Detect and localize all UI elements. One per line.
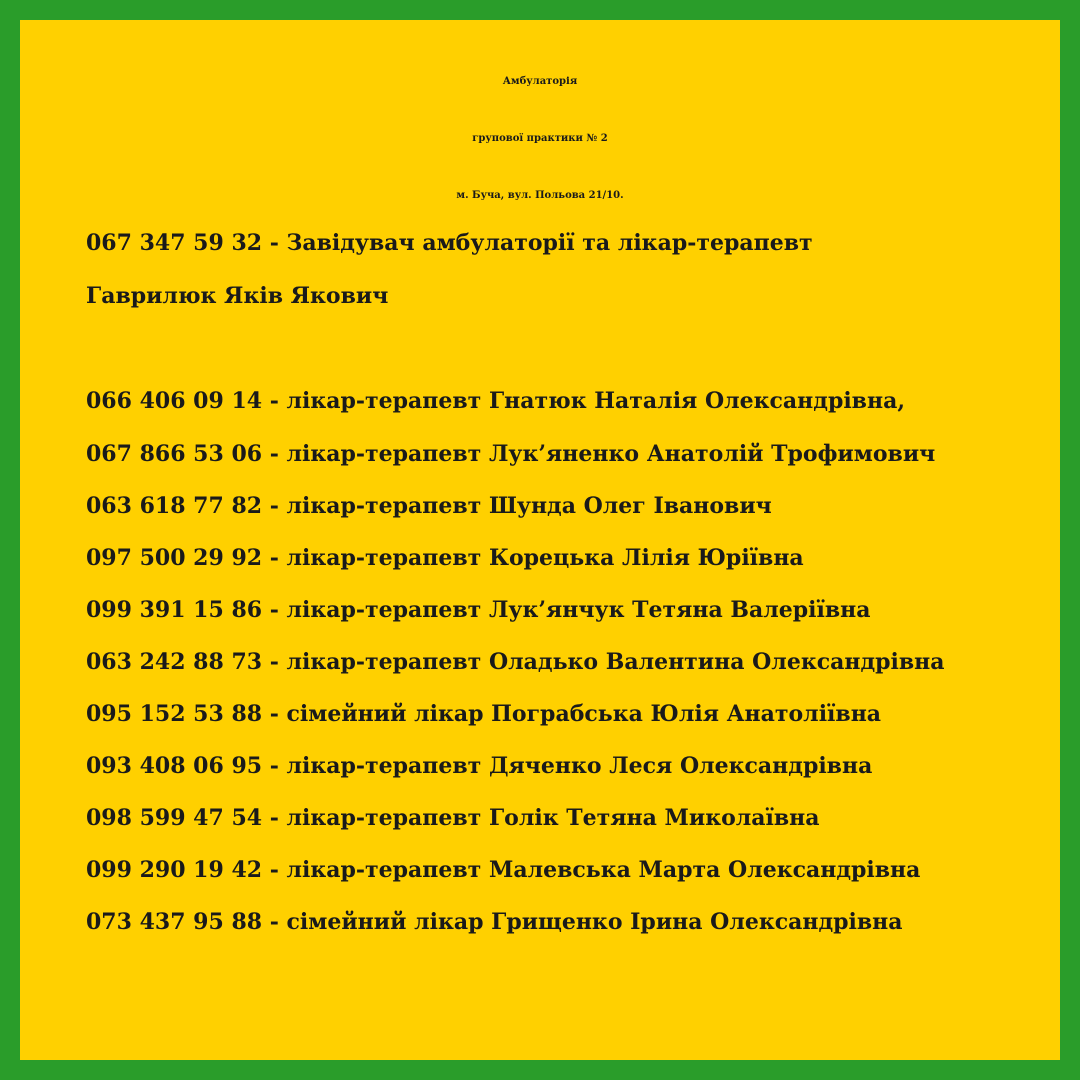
- head-contact-name-line: Гаврилюк Яків Якович: [86, 283, 389, 309]
- contact-line: 066 406 09 14 - лікар-терапевт Гнатюк Наталія Олександрівна,: [86, 388, 905, 414]
- contact-line: 099 290 19 42 - лікар-терапевт Малевська Марта Олександрівна: [86, 857, 921, 883]
- title-line-1: Амбулаторія: [502, 76, 578, 87]
- contact-line: 097 500 29 92 - лікар-терапевт Корецька Лілія Юріївна: [86, 545, 804, 571]
- contact-line: 063 618 77 82 - лікар-терапевт Шунда Олег Іванович: [86, 493, 772, 519]
- contact-line: 093 408 06 95 - лікар-терапевт Дяченко Леся Олександрівна: [86, 753, 873, 779]
- title-line-2: групової практики № 2: [472, 133, 608, 144]
- contact-line: 067 866 53 06 - лікар-терапевт Лук’яненко Анатолій Трофимович: [86, 441, 936, 467]
- contact-line: 063 242 88 73 - лікар-терапевт Оладько Валентина Олександрівна: [86, 649, 945, 675]
- contact-line: 073 437 95 88 - сімейний лікар Грищенко Ірина Олександрівна: [86, 909, 903, 935]
- title-line-3: м. Буча, вул. Польова 21/10.: [456, 190, 624, 201]
- contact-line: 098 599 47 54 - лікар-терапевт Голік Тетяна Миколаївна: [86, 805, 820, 831]
- head-contact-phone-line: 067 347 59 32 - Завідувач амбулаторії та лікар-терапевт: [86, 230, 813, 256]
- contact-line: 099 391 15 86 - лікар-терапевт Лук’янчук Тетяна Валеріївна: [86, 597, 871, 623]
- contact-line: 095 152 53 88 - сімейний лікар Пограбська Юлія Анатоліївна: [86, 701, 882, 727]
